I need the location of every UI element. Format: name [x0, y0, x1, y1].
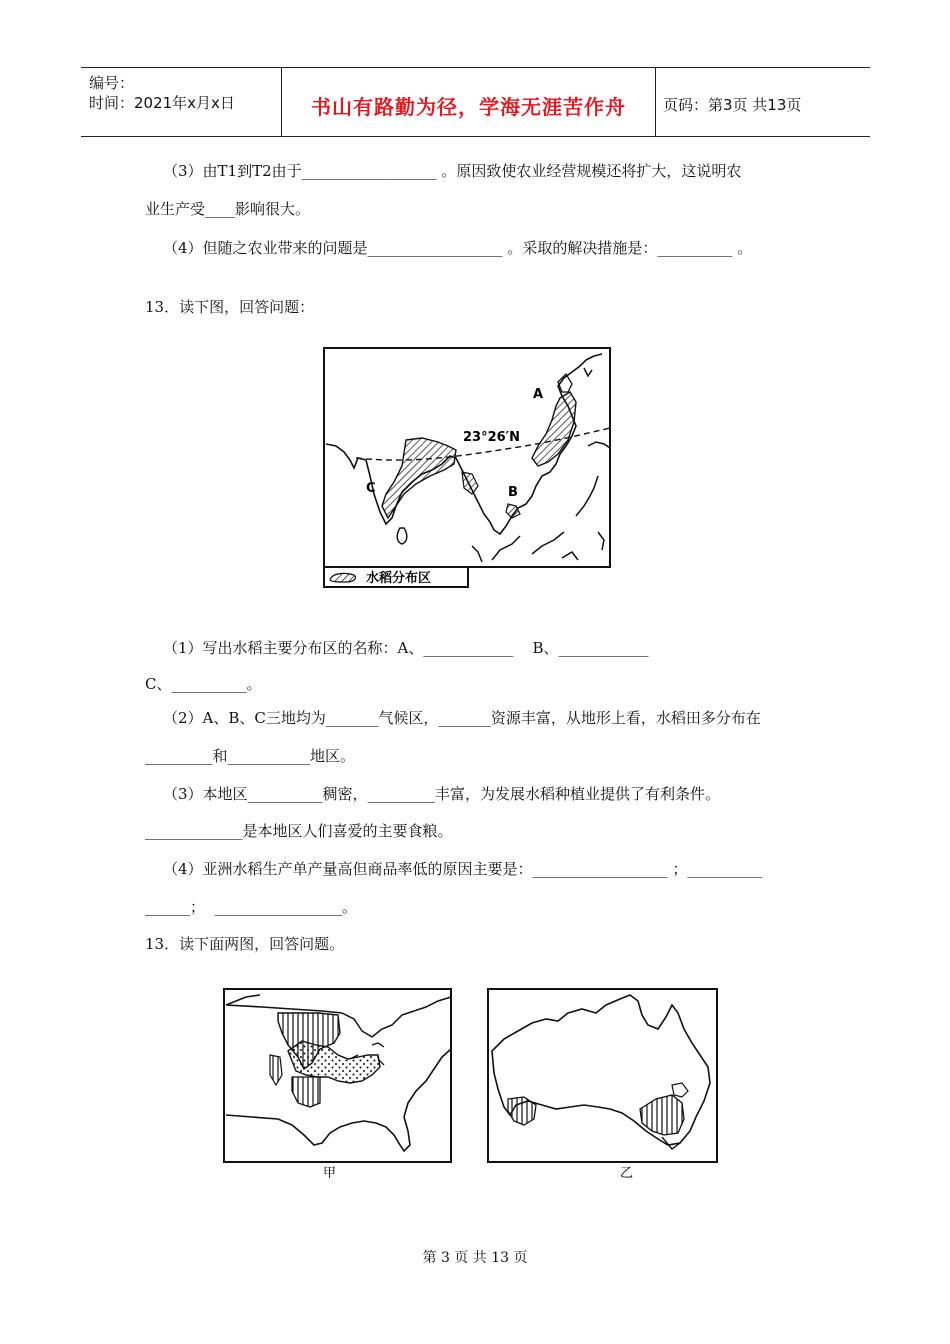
asia-rice-map [322, 346, 614, 590]
header-right-cell [655, 68, 870, 136]
question-line: （4）亚洲水稻生产单产量高但商品率低的原因主要是：__________________ ；__________ [163, 860, 763, 878]
date-line: 时间：2021年x月x日 [89, 94, 235, 112]
question-line: （3）本地区__________稠密，_________丰富，为发展水稻种植业提供了有利条件。 [163, 785, 721, 803]
question-line: _________和___________地区。 [145, 747, 356, 765]
page-footer: 第 3 页 共 13 页 [422, 1250, 528, 1266]
australia-map [486, 985, 721, 1183]
question-line: （3）由T1到T2由于__________________ 。原因致使农业经营规模还将扩大，这说明农 [163, 162, 742, 180]
map-caption: 甲 [323, 1166, 337, 1181]
label-c: C [366, 481, 376, 496]
question-line: （1）写出水稻主要分布区的名称：A、____________ B、____________ [163, 639, 649, 657]
map-caption: 乙 [620, 1166, 634, 1181]
question-line: （4）但随之农业带来的问题是__________________ 。采取的解决措施是：__________ 。 [163, 239, 753, 257]
label-b: B [508, 485, 518, 500]
question-line: C、__________。 [145, 675, 262, 693]
legend-label: 水稻分布区 [366, 571, 432, 586]
usa-map [222, 985, 454, 1183]
latitude-label: 23°26′N [463, 430, 520, 445]
serial-label: 编号： [89, 74, 135, 92]
question-heading: 13．读下面两图，回答问题。 [145, 935, 345, 953]
question-line: ______； _________________。 [145, 898, 358, 916]
label-a: A [533, 387, 544, 402]
header-left-cell [81, 68, 281, 136]
question-line: （2）A、B、C三地均为_______气候区，_______资源丰富，从地形上看，水稻田多分布在 [163, 709, 761, 727]
motto: 书山有路勤为径，学海无涯苦作舟 [311, 95, 626, 119]
question-line: _____________是本地区人们喜爱的主要食粮。 [145, 822, 453, 840]
page-header [81, 67, 870, 137]
question-heading: 13．读下图，回答问题： [145, 298, 315, 316]
header-center-cell [281, 68, 656, 136]
question-line: 业生产受____影响很大。 [145, 200, 311, 218]
page-info: 页码：第3页 共13页 [663, 96, 802, 114]
